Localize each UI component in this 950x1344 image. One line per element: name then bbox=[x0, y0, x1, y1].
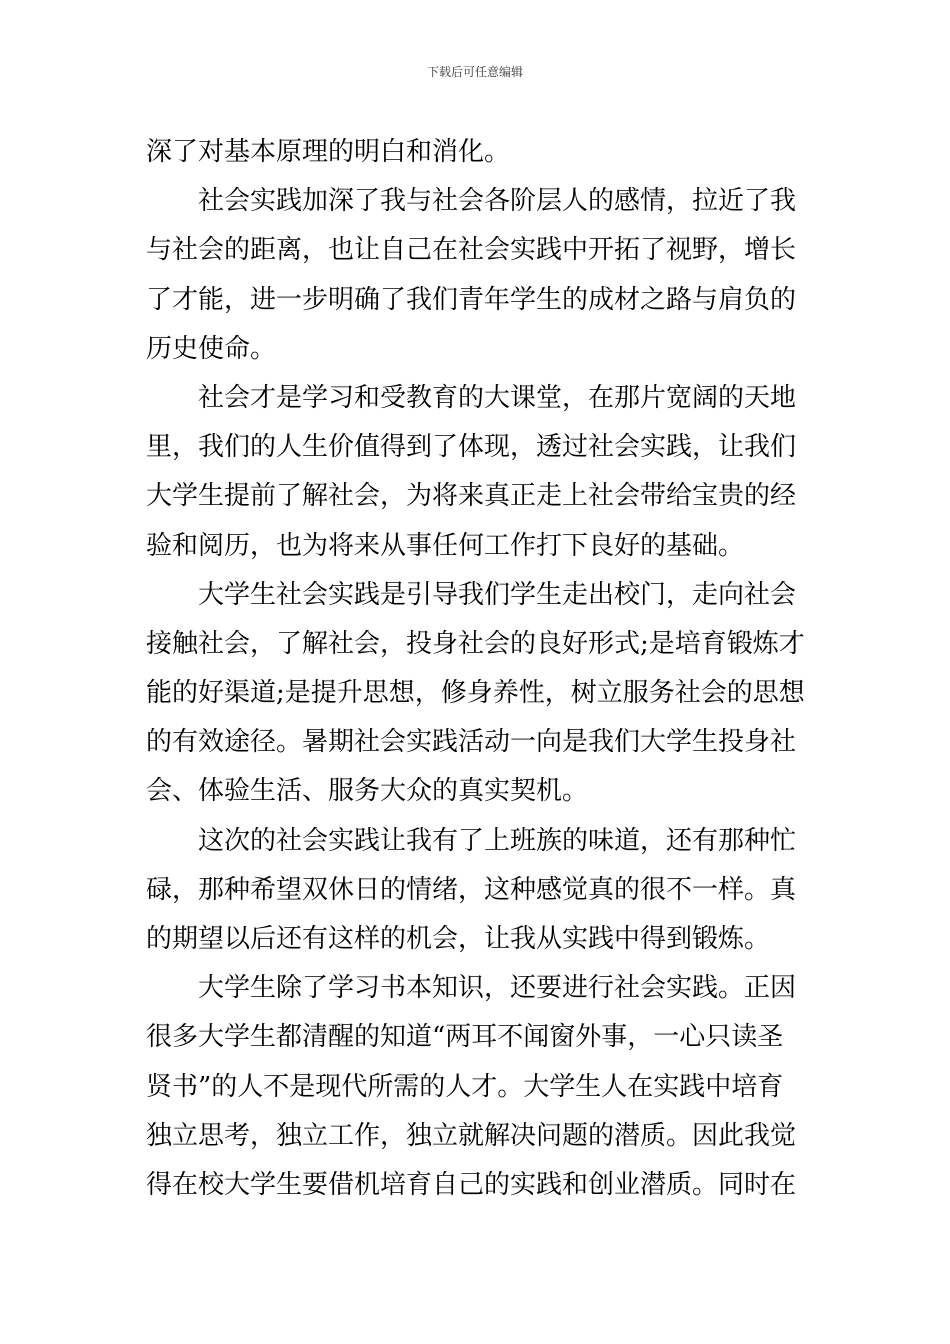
page-header: 下载后可任意编辑 bbox=[426, 65, 523, 79]
paragraph-first-line: 大学生除了学习书本知识，还要进行社会实践。正因 bbox=[198, 973, 797, 1004]
text-line: 会、体验生活、服务大众的真实契机。 bbox=[146, 776, 589, 807]
text-line: 大学生提前了解社会，为将来真正走上社会带给宝贵的经 bbox=[146, 481, 797, 512]
text-line: 独立思考，独立工作，独立就解决问题的潜质。因此我觉 bbox=[146, 1120, 797, 1151]
document-body bbox=[146, 128, 808, 1210]
text-line: 与社会的距离，也让自己在社会实践中开拓了视野，增长 bbox=[146, 235, 797, 266]
text-line: 很多大学生都清醒的知道“两耳不闻窗外事，一心只读圣 bbox=[146, 1022, 784, 1053]
text-line: 碌，那种希望双休日的情绪，这种感觉真的很不一样。真 bbox=[146, 874, 797, 905]
text-line: 得在校大学生要借机培育自己的实践和创业潜质。同时在 bbox=[146, 1169, 797, 1200]
paragraph-first-line: 社会实践加深了我与社会各阶层人的感情，拉近了我 bbox=[198, 186, 797, 217]
text-line: 深了对基本原理的明白和消化。 bbox=[146, 137, 511, 167]
paragraph-first-line: 这次的社会实践让我有了上班族的味道，还有那种忙 bbox=[198, 825, 797, 856]
text-line: 接触社会，了解社会，投身社会的良好形式;是培育锻炼才 bbox=[146, 628, 805, 659]
text-line: 里，我们的人生价值得到了体现，透过社会实践，让我们 bbox=[146, 432, 797, 463]
paragraph-first-line: 大学生社会实践是引导我们学生走出校门，走向社会 bbox=[198, 579, 797, 610]
paragraph-first-line: 社会才是学习和受教育的大课堂，在那片宽阔的天地 bbox=[198, 382, 797, 413]
text-line: 贤书”的人不是现代所需的人才。大学生人在实践中培育 bbox=[146, 1071, 784, 1102]
text-line: 历史使命。 bbox=[146, 333, 277, 364]
text-line: 的有效途径。暑期社会实践活动一向是我们大学生投身社 bbox=[146, 727, 797, 758]
text-line: 验和阅历，也为将来从事任何工作打下良好的基础。 bbox=[146, 530, 745, 561]
text-line: 能的好渠道;是提升思想，修身养性，树立服务社会的思想 bbox=[146, 678, 805, 709]
text-line: 的期望以后还有这样的机会，让我从实践中得到锻炼。 bbox=[146, 924, 771, 954]
text-line: 了才能，进一步明确了我们青年学生的成材之路与肩负的 bbox=[146, 284, 797, 315]
